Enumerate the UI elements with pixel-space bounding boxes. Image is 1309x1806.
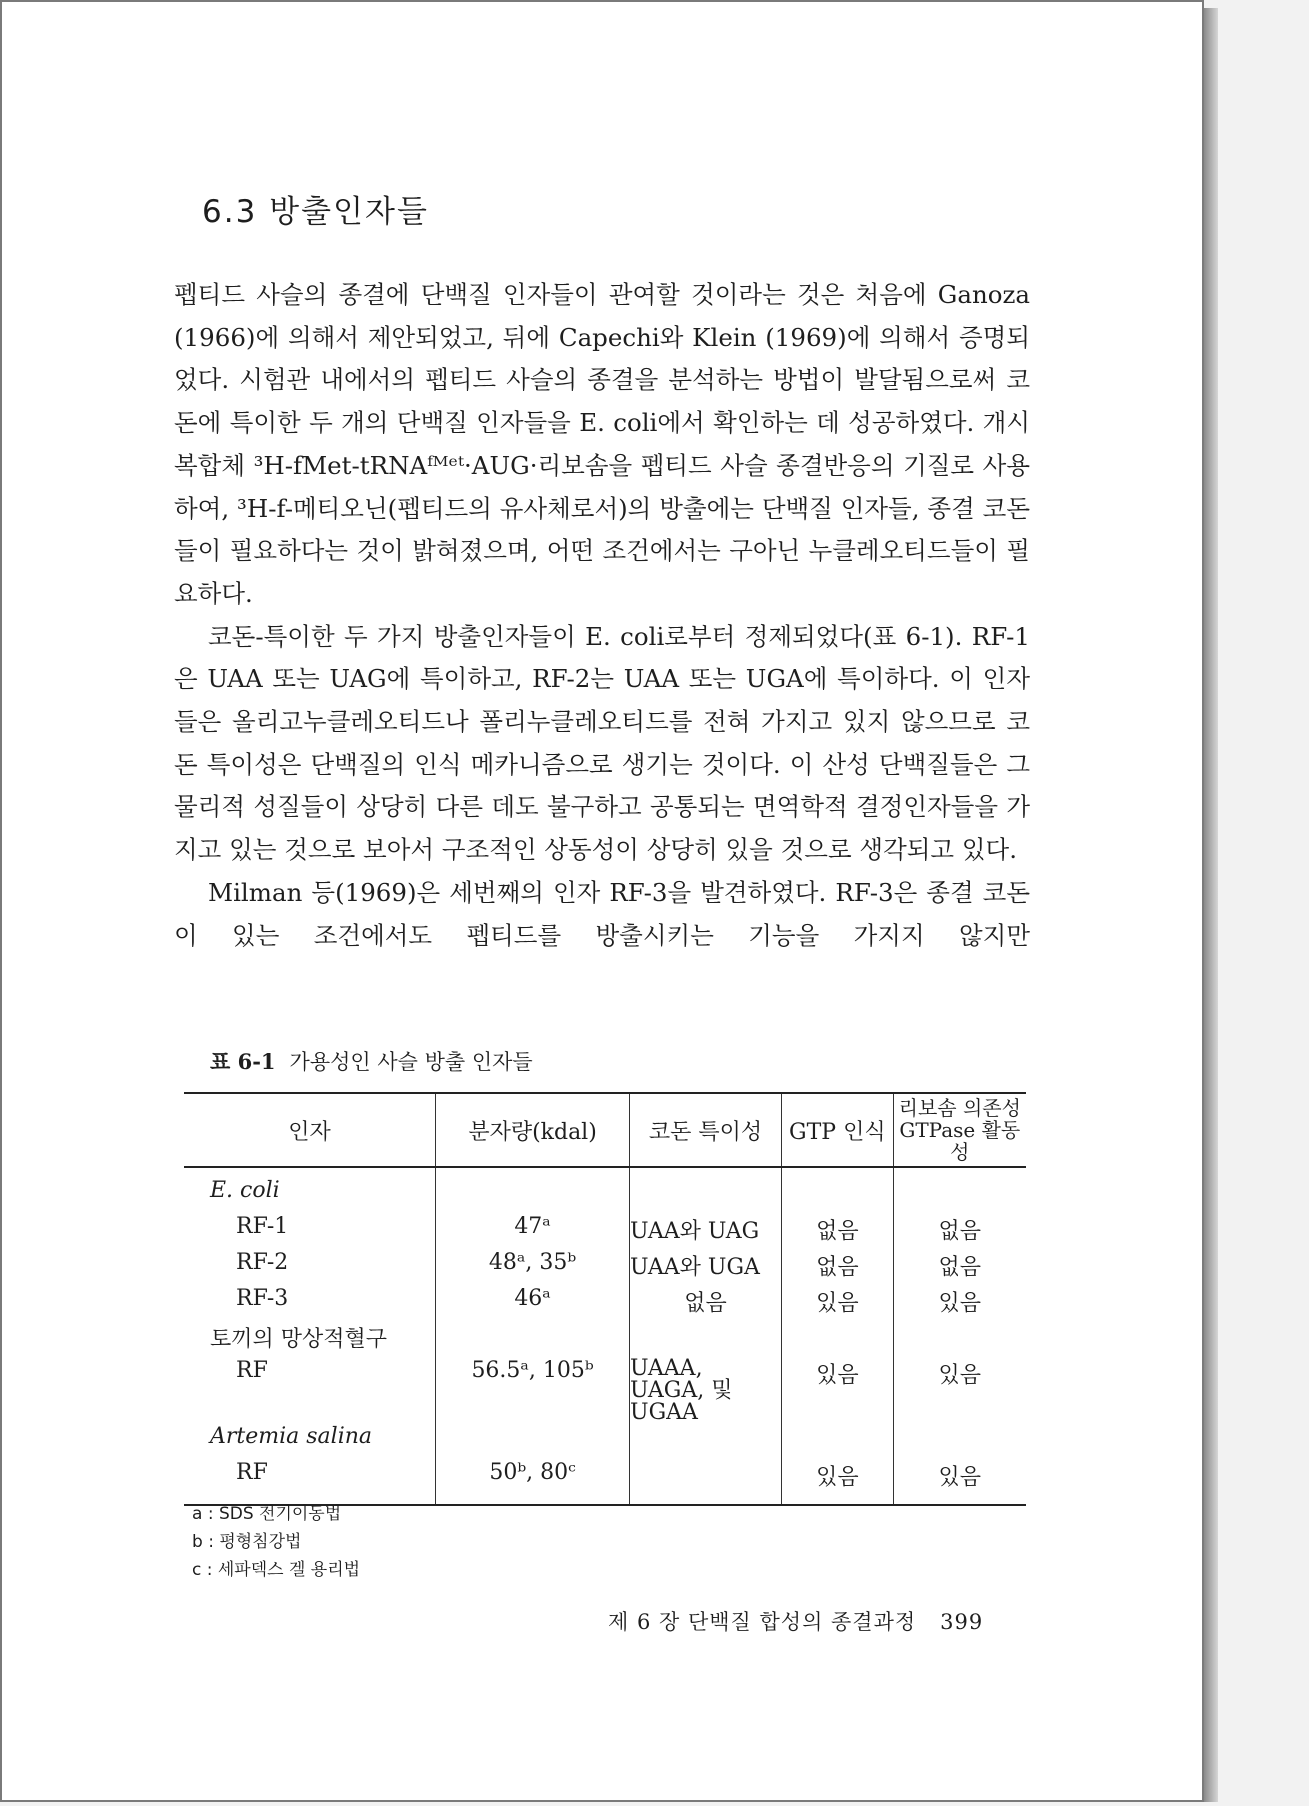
- gtp-recognition: 없음: [782, 1250, 894, 1286]
- chapter-title: 제 6 장 단백질 합성의 종결과정: [608, 1610, 917, 1634]
- page-number: 399: [940, 1610, 984, 1634]
- codon-specificity: 없음: [630, 1286, 782, 1322]
- column-header: 코돈 특이성: [630, 1093, 782, 1167]
- molecular-weight: 56.5ᵃ, 105ᵇ: [436, 1358, 630, 1424]
- table-row: [184, 1358, 1026, 1424]
- molecular-weight: 47ᵃ: [436, 1214, 630, 1250]
- running-footer: [608, 1606, 983, 1636]
- footnote: c : 세파덱스 겔 용리법: [192, 1560, 361, 1580]
- gtp-recognition: 없음: [782, 1214, 894, 1250]
- molecular-weight: 46ᵃ: [436, 1286, 630, 1322]
- table-header-row: [184, 1093, 1026, 1167]
- table-row: [184, 1167, 1026, 1214]
- table-row: [184, 1214, 1026, 1250]
- column-header: GTP 인식: [782, 1093, 894, 1167]
- factor-name: RF-3: [236, 1286, 289, 1311]
- factor-name: RF: [236, 1358, 268, 1383]
- paragraph: 펩티드 사슬의 종결에 단백질 인자들이 관여할 것이라는 것은 처음에 Ganoza (1966)에 의해서 제안되었고, 뒤에 Capechi와 Klein (1969)에 의해서 증명되었다. 시험관 내에서의 펩티드 사슬의 종결을 분석하는 방법이 발달됨으로써 코돈에 특이한 두 개의 단백질 인자들을 E. coli에서 확인하는 데 성공하였다. 개시복합체 ³H-fMet-tRNAᶠᴹᵉᵗ·AUG·리보솜을 펩티드 사슬 종결반응의 기질로 사용하여, ³H-f-메티오닌(펩티드의 유사체로서)의 방출에는 단백질 인자들, 종결 코돈들이 필요하다는 것이 밝혀졌으며, 어떤 조건에서는 구아닌 누클레오티드들이 필요하다.: [174, 280, 1030, 608]
- paragraph: 코돈-특이한 두 가지 방출인자들이 E. coli로부터 정제되었다(표 6-1). RF-1은 UAA 또는 UAG에 특이하고, RF-2는 UAA 또는 UGA에 특이하다. 이 인자들은 올리고누클레오티드나 폴리누클레오티드를 전혀 가지고 있지 않으므로 코돈 특이성은 단백질의 인식 메카니즘으로 생기는 것이다. 이 산성 단백질들은 그 물리적 성질들이 상당히 다른 데도 불구하고 공통되는 면역학적 결정인자들을 가지고 있는 것으로 보아서 구조적인 상동성이 상당히 있을 것으로 생각되고 있다.: [174, 621, 1030, 865]
- gtpase-activity: 있음: [893, 1358, 1026, 1424]
- molecular-weight: 50ᵇ, 80ᶜ: [436, 1460, 630, 1505]
- codon-specificity: UAA와 UAG: [630, 1214, 782, 1250]
- table-row: [184, 1424, 1026, 1460]
- codon-specificity: UAA와 UGA: [630, 1250, 782, 1286]
- table-footnotes: [192, 1500, 360, 1584]
- release-factor-table: [184, 1092, 1026, 1506]
- gtpase-activity: 있음: [893, 1286, 1026, 1322]
- footnote: b : 평형침강법: [192, 1532, 302, 1552]
- gtpase-activity: 없음: [893, 1214, 1026, 1250]
- table-row: [184, 1286, 1026, 1322]
- table-row: [184, 1322, 1026, 1358]
- factor-name: RF: [184, 1460, 436, 1505]
- page-edge-shadow: [1204, 8, 1218, 1802]
- codon-specificity: [630, 1460, 782, 1505]
- molecular-weight: 48ᵃ, 35ᵇ: [436, 1250, 630, 1286]
- body-text: [174, 274, 1030, 957]
- gtp-recognition: 있음: [782, 1358, 894, 1424]
- organism-label: 토끼의 망상적혈구: [210, 1327, 388, 1352]
- table-row: [184, 1250, 1026, 1286]
- paragraph: Milman 등(1969)은 세번째의 인자 RF-3을 발견하였다. RF-3은 종결 코돈이 있는 조건에서도 펩티드를 방출시키는 기능을 가지지 않지만: [174, 877, 1030, 950]
- gtpase-activity: 없음: [893, 1250, 1026, 1286]
- column-header: 인자: [184, 1093, 436, 1167]
- factor-name: RF-1: [236, 1214, 289, 1239]
- gtpase-activity: 있음: [893, 1460, 1026, 1505]
- organism-label: Artemia salina: [210, 1424, 373, 1449]
- organism-label: E. coli: [210, 1178, 280, 1203]
- gtp-recognition: 있음: [782, 1286, 894, 1322]
- section-title: 6.3 방출인자들: [202, 194, 429, 230]
- table-caption: [210, 1046, 533, 1076]
- table-row: [184, 1460, 1026, 1505]
- column-header: 리보솜 의존성 GTPase 활동성: [893, 1093, 1026, 1167]
- table-title: 가용성인 사슬 방출 인자들: [289, 1050, 533, 1074]
- footnote: a : SDS 전기이동법: [192, 1504, 342, 1524]
- table-number: 표 6-1: [210, 1049, 276, 1074]
- column-header: 분자량(kdal): [436, 1093, 630, 1167]
- gtp-recognition: 있음: [782, 1460, 894, 1505]
- factor-name: RF-2: [236, 1250, 289, 1275]
- codon-specificity: UAAA, UAGA, 및 UGAA: [630, 1358, 782, 1424]
